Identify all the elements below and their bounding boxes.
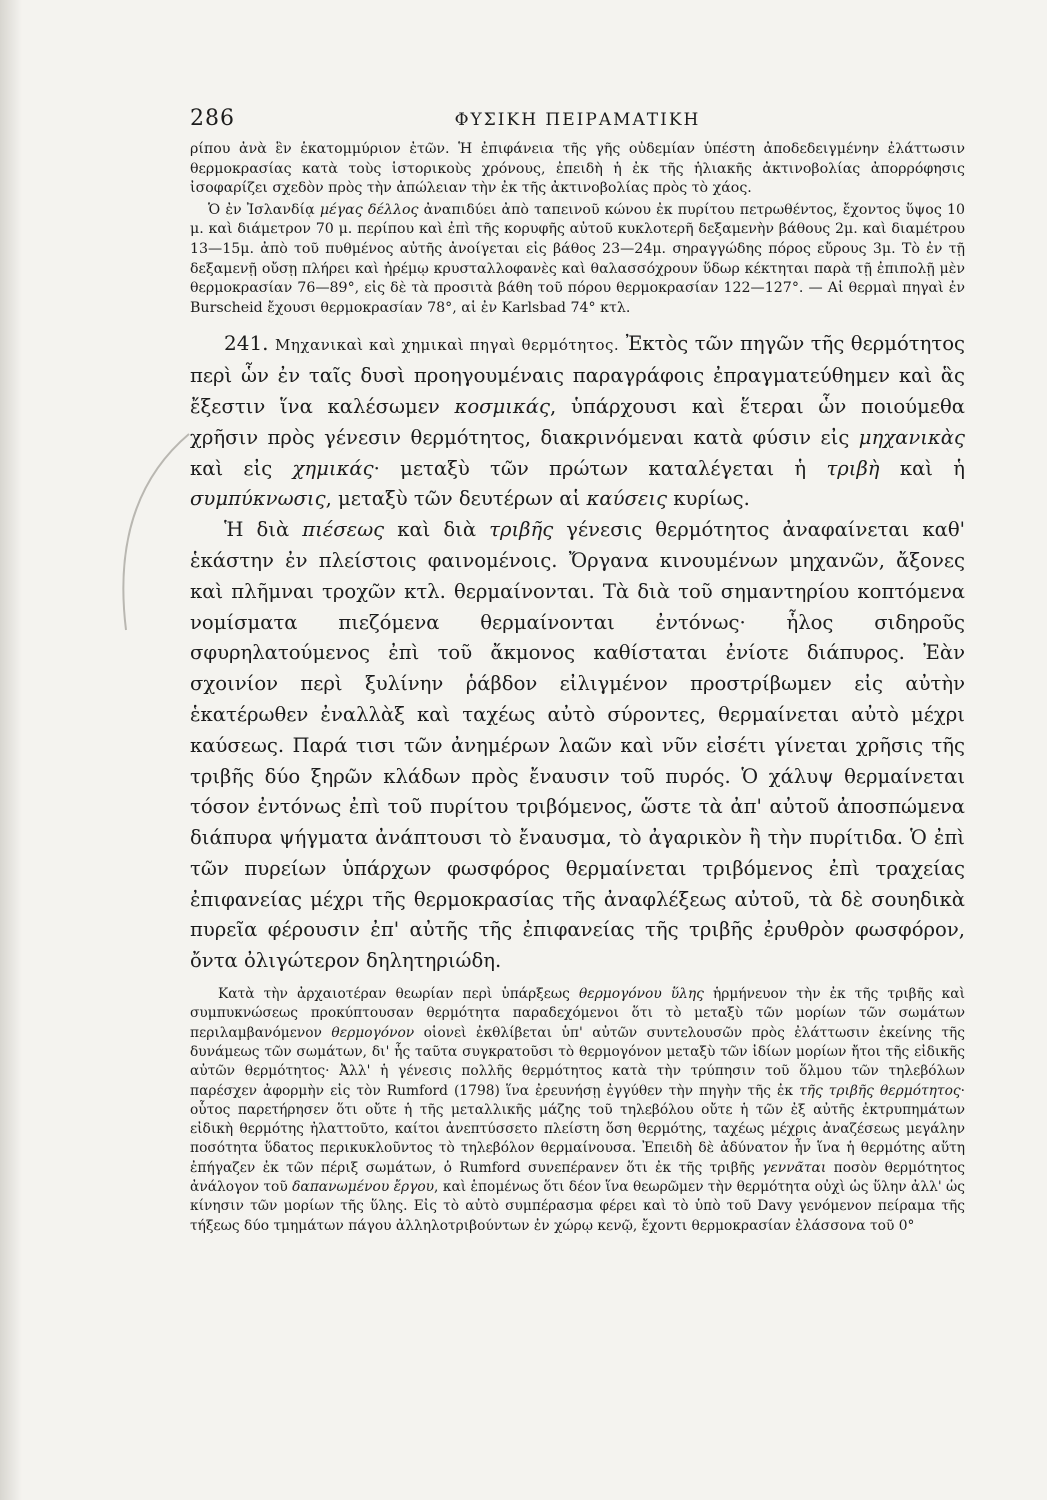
small-print-note	[190, 985, 965, 1236]
geyser-paragraph: Ὁ ἐν Ἰσλανδίᾳ μέγας δέλλος ἀναπιδύει ἀπὸ ταπεινοῦ κώνου ἐκ πυρίτου πετρωθέντος, ἔχοντος ὕψος 10 μ. καὶ διάμετρον 70 μ. περίπου καὶ ἐπὶ τῆς κορυφῆς αὐτοῦ κυκλοτερῆ δεξαμενὴν βάθους 2μ. καὶ διαμέτρου 13—15μ. ἀπὸ τοῦ πυθμένος αὐτῆς ἀνοίγεται εἰς βάθος 23—24μ. σηραγγώδης πόρος εὔρους 3μ. Τὸ ἐν τῇ δεξαμενῇ οὔσῃ πλήρει καὶ ἠρέμῳ κρυσταλλοφανὲς καὶ θαλασσόχρουν ὕδωρ κέκτηται παρὰ τῇ ἐπιπολῇ μὲν θερμοκρασίαν 76—89°, εἰς δὲ τὰ προσιτὰ βάθη τοῦ πόρου θερμοκρασίαν 122—127°. — Αἱ θερμαὶ πηγαὶ ἐν Burscheid ἔχουσι θερμοκρασίαν 78°, αἱ ἐν Karlsbad 74° κτλ.	[190, 201, 965, 316]
section-intro-paragraph: 241. Μηχανικαὶ καὶ χημικαὶ πηγαὶ θερμότητος. Ἐκτὸς τῶν πηγῶν τῆς θερμότητος περὶ ὧν ἐν ταῖς δυσὶ προηγουμέναις παραγράφοις ἐπραγματεύθημεν καὶ ἃς ἔξεστιν ἵνα καλέσωμεν κοσμικάς, ὑπάρχουσι καὶ ἕτεραι ὧν ποιούμεθα χρῆσιν πρὸς γένεσιν θερμότητος, διακρινόμεναι κατὰ φύσιν εἰς μηχανικὰς καὶ εἰς χημικάς· μεταξὺ τῶν πρώτων καταλέγεται ἡ τριβὴ καὶ ἡ συμπύκνωσις, μεταξὺ τῶν δευτέρων αἱ καύσεις κυρίως.	[190, 331, 965, 511]
friction-paragraph: Ἡ διὰ πιέσεως καὶ διὰ τριβῆς γένεσις θερμότητος ἀναφαίνεται καθ' ἑκάστην ἐν πλείστοις φαινομένοις. Ὄργανα κινουμένων μηχανῶν, ἄξονες καὶ πλῆμναι τροχῶν κτλ. θερμαίνονται. Τὰ διὰ τοῦ σημαντηρίου κοπτόμενα νομίσματα πιεζόμενα θερμαίνονται ἐντόνως· ἧλος σιδηροῦς σφυρηλατούμενος ἐπὶ τοῦ ἄκμονος καθίσταται ἐνίοτε διάπυρος. Ἐὰν σχοινίον περὶ ξυλίνην ῥάβδον εἰλιγμένον προστρίβωμεν εἰς αὐτὴν ἑκατέρωθεν ἐναλλὰξ καὶ ταχέως αὐτὸ σύροντες, θερμαίνεται αὐτὸ μέχρι καύσεως. Παρά τισι τῶν ἀνημέρων λαῶν καὶ νῦν εἰσέτι γίνεται χρῆσις τῆς τριβῆς δύο ξηρῶν κλάδων πρὸς ἔναυσιν τοῦ πυρός. Ὁ χάλυψ θερμαίνεται τόσον ἐντόνως ἐπὶ τοῦ πυρίτου τριβόμενος, ὥστε τὰ ἀπ' αὐτοῦ ἀποσπώμενα διάπυρα ψήγματα ἀνάπτουσι τὸ ἔναυσμα, τὸ ἀγαρικὸν ἢ τὴν πυρίτιδα. Ὁ ἐπὶ τῶν πυρείων ὑπάρχων φωσφόρος θερμαίνεται τριβόμενος ἐπὶ τραχείας ἐπιφανείας μέχρι τῆς θερμοκρασίας τῆς ἀναφλέξεως αὐτοῦ, τὰ δὲ σουηδικὰ πυρεῖα φέρουσιν ἐπ' αὐτῆς τῆς ἐπιφανείας τῆς τριβῆς ἐρυθρὸν φωσφόρον, ὄντα ὀλιγώτερον δηλητηριώδη.	[190, 518, 966, 973]
page-number: 286	[190, 106, 235, 131]
section-heading: Μηχανικαὶ καὶ χημικαὶ πηγαὶ θερμότητος.	[275, 336, 620, 355]
continued-paragraph: ρίπου ἀνὰ ἓν ἑκατομμύριον ἐτῶν. Ἡ ἐπιφάνεια τῆς γῆς οὐδεμίαν ὑπέστη ἀποδεδειγμένην ἐλάττωσιν θερμοκρασίας κατὰ τοὺς ἱστορικοὺς χρόνους, ἐπειδὴ ἡ ἐκ τῆς ἡλιακῆς ἀκτινοβολίας ἀπορρόφησις ἰσοφαρίζει σχεδὸν πρὸς τὴν ἀπώλειαν τὴν ἐκ τῆς ἀκτινοβολίας πρὸς τὸ χάος.	[190, 141, 965, 197]
section-number: 241.	[224, 331, 269, 356]
section-241	[190, 328, 965, 977]
book-page	[190, 100, 965, 1236]
rumford-note-paragraph: Κατὰ τὴν ἀρχαιοτέραν θεωρίαν περὶ ὑπάρξεως θερμογόνου ὕλης ἡρμήνευον τὴν ἐκ τῆς τριβῆς καὶ συμπυκνώσεως προκύπτουσαν θερμότητα παραδεχόμενοι ὅτι τὸ μεταξὺ τῶν μορίων τῶν σωμάτων περιλαμβανόμενον θερμογόνον οἱονεὶ ἐκθλίβεται ὑπ' αὐτῶν συντελουσῶν πρὸς ἐλάττωσιν ἐκείνης τῆς δυνάμεως τῶν σωμάτων, δι' ἧς ταῦτα συγκρατοῦσι τὸ θερμογόνον μεταξὺ τῶν ἰδίων μορίων ἤτοι τῆς εἰδικῆς αὐτῶν θερμότητος· Ἀλλ' ἡ γένεσις πολλῆς θερμότητος κατὰ τὴν τρύπησιν τοῦ ὅλμου τῶν τηλεβόλων παρέσχεν ἀφορμὴν εἰς τὸν Rumford (1798) ἵνα ἐρευνήσῃ ἐγγύθεν τὴν πηγὴν τῆς ἐκ τῆς τριβῆς θερμότητος· οὗτος παρετήρησεν ὅτι οὔτε ἡ τῆς μεταλλικῆς μάζης τοῦ τηλεβόλου οὔτε ἡ τῶν ἐξ αὐτῆς ἐκτρυπημάτων εἰδικὴ θερμότης ἠλαττοῦτο, καίτοι ἀνεπτύσσετο πλείστη ὅση θερμότης, ταχέως μέχρις ἀναζέσεως μεγάλην ποσότητα ὕδατος περικυκλοῦντος τὸ τηλεβόλον θερμαίνουσα. Ἐπειδὴ δὲ ἀδύνατον ἦν ἵνα ἡ θερμότης αὕτη ἐπήγαζεν ἐκ τῶν πέριξ σωμάτων, ὁ Rumford συνεπέρανεν ὅτι ἐκ τῆς τριβῆς γεννᾶται ποσὸν θερμότητος ἀνάλογον τοῦ δαπανωμένου ἔργου, καὶ ἑπομένως ὅτι δέον ἵνα θεωρῶμεν τὴν θερμότητα οὐχὶ ὡς ὕλην ἀλλ' ὡς κίνησιν τῶν μορίων τῆς ὕλης. Εἰς τὸ αὐτὸ συμπέρασμα φέρει καὶ τὸ ὑπὸ τοῦ Davy γενόμενον πείραμα τῆς τήξεως δύο τμημάτων πάγου ἀλληλοτριβούντων ἐν χώρῳ κενῷ, ἔχοντι θερμοκρασίαν ἐλάσσονα τοῦ 0°	[190, 986, 966, 1234]
running-head	[190, 100, 965, 140]
running-title: ΦΥΣΙΚΗ ΠΕΙΡΑΜΑΤΙΚΗ	[454, 110, 701, 130]
pencil-annotation-mark	[104, 432, 194, 632]
continued-paragraph-block	[190, 140, 965, 318]
page-edge-shadow	[0, 0, 22, 1500]
